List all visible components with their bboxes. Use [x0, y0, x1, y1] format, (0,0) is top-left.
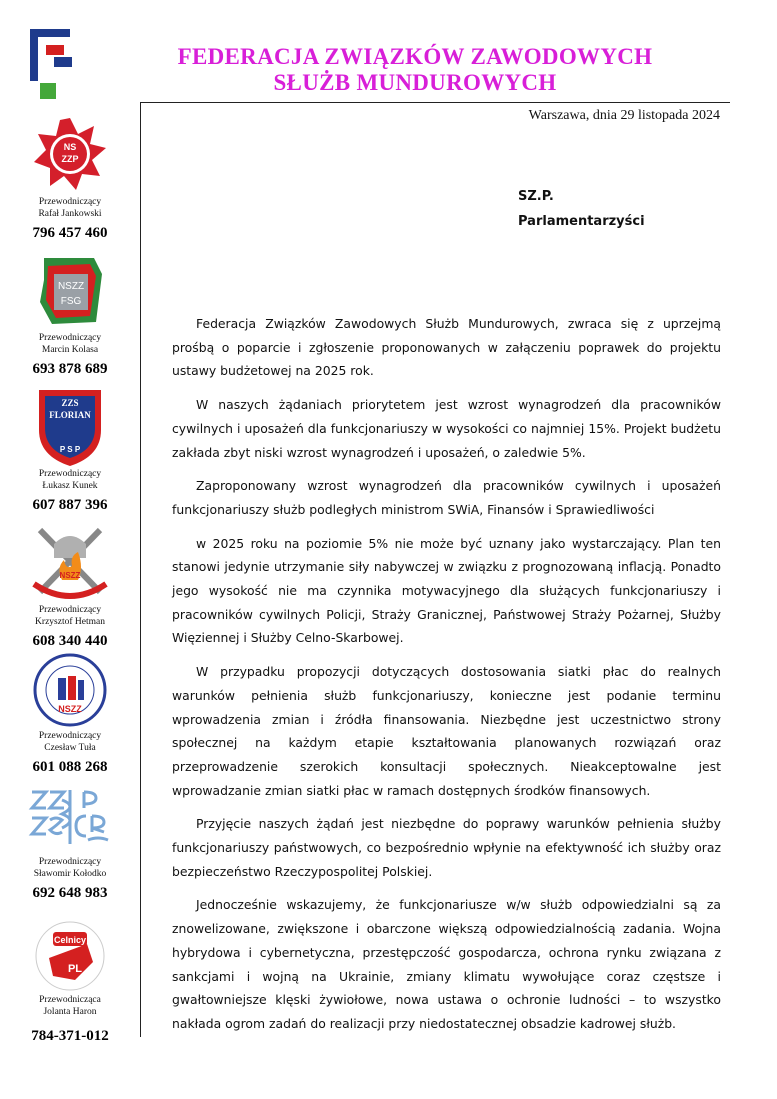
union-role: Przewodniczący [38, 469, 102, 479]
union-phone: 693 878 689 [32, 361, 108, 377]
letter-date: Warszawa, dnia 29 listopada 2024 [528, 108, 720, 123]
nszzp-star-emblem [32, 116, 108, 192]
header-divider [140, 102, 730, 103]
union-chair-name: Łukasz Kunek [42, 481, 98, 491]
union-block-zzs-florian [0, 386, 140, 515]
union-block-nszz-fsg [0, 252, 140, 379]
svg-text:NSZZ: NSZZ [59, 571, 81, 580]
addressee-line-1: SZ.P. [518, 189, 554, 204]
nszz-funkcjonariuszy-i-pracownikow-wieziennictwa-emblem [32, 652, 108, 728]
sidebar-divider [140, 102, 141, 1037]
nszz-fsg-map-emblem [32, 252, 108, 328]
addressee-line-2: Parlamentarzyści [518, 214, 645, 229]
union-role: Przewodniczący [38, 857, 102, 867]
union-role: Przewodniczący [38, 605, 102, 615]
svg-text:NSZZ: NSZZ [57, 281, 85, 292]
union-block-nszzp [0, 116, 140, 243]
union-role: Przewodniczący [38, 731, 102, 741]
body-paragraph: Federacja Związków Zawodowych Służb Mundurowych, zwraca się z uprzejmą prośbą o poparcie i zgłoszenie proponowanych w załączeniu poprawek do projektu ustawy budżetowej na 2025 rok. [172, 316, 721, 379]
body-paragraph: w 2025 roku na poziomie 5% nie może być uznany jako wystarczający. Plan ten stanowi jedynie utrzymanie siły nabywczej w związku z prognozowaną inflacją. Ponadto jego wysokość nie ma czynnika motywacyjnego dla służących funkcjonariuszy i pracowników cywilnych Policji, Straży Granicznej, Państwowej Straży Pożarnej, Służby Więziennej i Służby Celno-Skarbowej. [172, 535, 721, 646]
union-block-nszz-wieziennictwa [0, 652, 140, 777]
union-phone: 784-371-012 [31, 1028, 109, 1044]
union-role: Przewodniczący [38, 333, 102, 343]
svg-text:PL: PL [67, 963, 83, 975]
union-role: Przewodnicząca [39, 995, 101, 1005]
title-line-1: FEDERACJA ZWIĄZKÓW ZAWODOWYCH [177, 44, 653, 69]
federation-logo [30, 27, 78, 105]
union-chair-name: Czesław Tuła [44, 743, 96, 753]
union-chair-name: Rafał Jankowski [38, 209, 102, 219]
svg-text:FLORIAN: FLORIAN [49, 410, 91, 420]
union-phone: 796 457 460 [32, 225, 108, 241]
title-line-2: SŁUŻB MUNDUROWYCH [273, 70, 557, 95]
svg-text:ZZS: ZZS [61, 398, 79, 408]
letter-body [172, 312, 721, 1046]
body-paragraph: W naszych żądaniach priorytetem jest wzrost wynagrodzeń dla pracowników cywilnych i uposażeń dla funkcjonariuszy w wysokości co najmniej 15%. Projekt budżetu zakłada zbyt niski wzrost wynagrodzeń i uposażeń, o zaledwie 5%. [172, 397, 721, 460]
body-paragraph: Jednocześnie wskazujemy, że funkcjonariusze w/w służb odpowiedzialni są za znowelizowane, zwiększone i obarczone większą odpowiedzialnością zadania. Wojna hybrydowa i cybernetyczna, przestępczość gospodarcza, ochrona rynku związana z sankcjami i wojną na Ukrainie, zmiany klimatu wywołujące coraz częstsze i gwałtowniejsze klęski żywiołowe, nowa ustawa o ochronie ludności – to wszystko nakłada ogrom zadań do realizacji przy niedostatecznej obsadzie kadrowej służb. [172, 897, 721, 1031]
zzp-sc-caduceus-emblem [26, 786, 114, 848]
body-paragraph: Zaproponowany wzrost wynagrodzeń dla pracowników cywilnych i uposażeń funkcjonariuszy służb podległych ministrom SWiA, Finansów i Sprawiedliwości [172, 478, 721, 517]
svg-text:NSZZ: NSZZ [58, 704, 82, 714]
celnicy-pl-emblem [29, 918, 111, 994]
body-paragraph: Przyjęcie naszych żądań jest niezbędne do poprawy warunków pełnienia służby funkcjonariuszy państwowych, co bezpośrednio wpłynie na efektywność ich służby oraz bezpieczeństwo Rzeczypospolitej Polskiej. [172, 816, 721, 879]
union-chair-name: Krzysztof Hetman [35, 617, 105, 627]
union-phone: 607 887 396 [32, 497, 108, 513]
union-role: Przewodniczący [38, 197, 102, 207]
union-block-nszz-pozarnictwa [0, 522, 140, 651]
svg-text:ZZP: ZZP [61, 154, 79, 164]
svg-text:FSG: FSG [60, 296, 82, 307]
svg-text:Celnicy: Celnicy [53, 935, 87, 945]
federation-title [95, 44, 735, 96]
union-phone: 692 648 983 [32, 885, 108, 901]
union-block-celnicy [0, 918, 140, 1046]
body-paragraph: W przypadku propozycji dotyczących dostosowania siatki płac do realnych warunków pełnienia służb funkcjonariuszy, konieczne jest podanie terminu wprowadzenia zmian i źródła finansowania. Niezbędne jest uczestnictwo strony społecznej na każdym etapie kształtowania planowanych rozwiązań oraz przeprowadzenie szerokich konsultacji społecznych. Nieakceptowalne jest wprowadzanie zmian siatki płac w ramach dostępnych środków finansowych. [172, 664, 721, 798]
union-phone: 601 088 268 [32, 759, 108, 775]
svg-text:P S P: P S P [59, 445, 81, 454]
union-chair-name: Sławomir Kołodko [33, 869, 107, 879]
nszz-pracownikow-pozarnictwa-emblem [26, 522, 114, 602]
zzs-florian-shield-emblem [35, 386, 105, 468]
union-chair-name: Marcin Kolasa [41, 345, 99, 355]
svg-text:NS: NS [63, 142, 77, 152]
union-block-zzp-sc [0, 786, 140, 903]
union-chair-name: Jolanta Haron [43, 1007, 97, 1017]
union-phone: 608 340 440 [32, 633, 108, 649]
addressee [518, 184, 645, 234]
